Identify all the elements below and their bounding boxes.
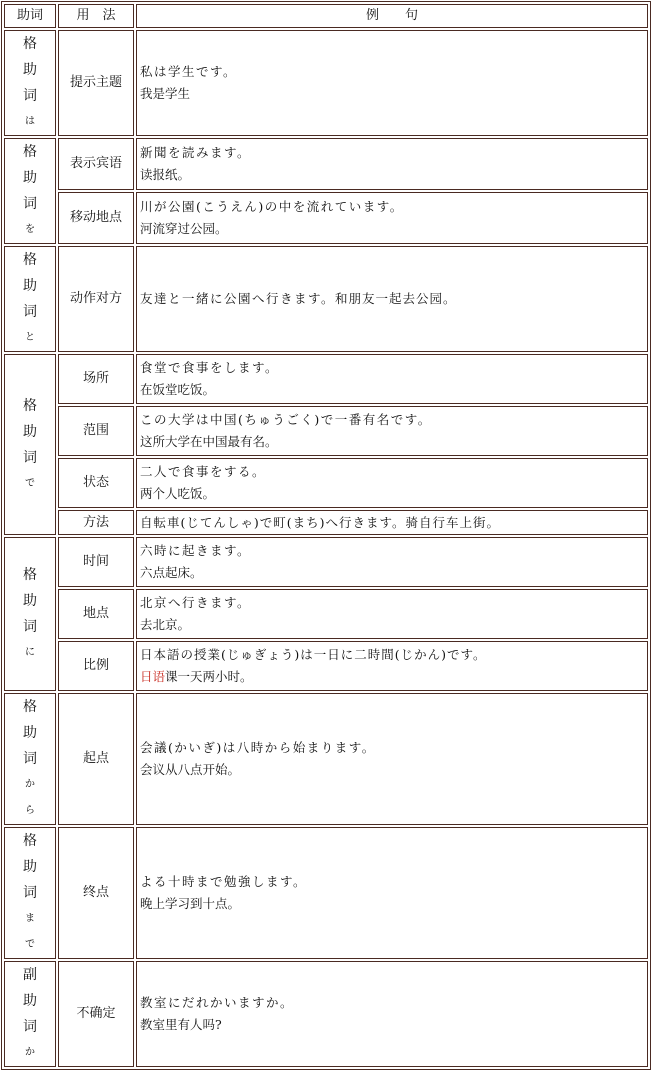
table-row (4, 246, 648, 352)
example-chinese: 河流穿过公园。 (140, 221, 228, 236)
table-row (4, 589, 648, 639)
table-row (4, 693, 648, 825)
example-cell (136, 246, 648, 352)
particle-label-to: 格 助 词 と (4, 246, 56, 352)
particle-label-ka: 副 助 词 か (4, 961, 56, 1067)
example-japanese: 川が公園(こうえん)の中を流れています。 (140, 199, 404, 214)
example-japanese: よる十時まで勉強します。 (140, 874, 308, 889)
table-row (4, 192, 648, 244)
usage-cell: 提示主题 (58, 30, 134, 136)
particle-label-de: 格 助 词 で (4, 354, 56, 535)
particle-label-ni: 格 助 词 に (4, 537, 56, 691)
usage-cell: 终点 (58, 827, 134, 959)
example-chinese: 读报纸。 (140, 167, 191, 182)
table-row (4, 510, 648, 535)
example-chinese: 日语课一天两小时。 (140, 669, 253, 684)
table-row (4, 537, 648, 587)
example-japanese: 会議(かいぎ)は八時から始まります。 (140, 740, 376, 755)
example-chinese: 我是学生 (140, 86, 191, 101)
example-cell (136, 138, 648, 190)
usage-cell: 时间 (58, 537, 134, 587)
example-chinese: 在饭堂吃饭。 (140, 382, 216, 397)
usage-cell: 表示宾语 (58, 138, 134, 190)
particle-label-wa: 格 助 词 は (4, 30, 56, 136)
header-row (4, 4, 648, 28)
example-chinese: 会议从八点开始。 (140, 762, 241, 777)
usage-cell: 移动地点 (58, 192, 134, 244)
example-japanese: 新聞を読みます。 (140, 145, 252, 160)
example-chinese: 和朋友一起去公园。 (335, 291, 457, 306)
example-chinese: 晚上学习到十点。 (140, 896, 241, 911)
usage-cell: 起点 (58, 693, 134, 825)
example-cell (136, 510, 648, 535)
usage-cell: 地点 (58, 589, 134, 639)
table-row (4, 458, 648, 508)
particle-table (1, 1, 651, 1070)
example-chinese: 骑自行车上街。 (405, 514, 501, 530)
particle-label-wo: 格 助 词 を (4, 138, 56, 244)
table-row (4, 961, 648, 1067)
table-row (4, 406, 648, 456)
usage-cell: 范围 (58, 406, 134, 456)
table-row (4, 827, 648, 959)
highlight-red-text: 日语 (140, 669, 166, 684)
example-japanese: 六時に起きます。 (140, 543, 252, 558)
example-cell (136, 961, 648, 1067)
example-cell (136, 406, 648, 456)
table-row (4, 138, 648, 190)
example-chinese: 教室里有人吗? (140, 1017, 222, 1032)
usage-cell: 比例 (58, 641, 134, 691)
usage-cell: 不确定 (58, 961, 134, 1067)
example-cell (136, 641, 648, 691)
example-japanese: 自転車(じてんしゃ)で町(まち)へ行きます。骑自行车上街。 (140, 514, 501, 530)
table-row (4, 354, 648, 404)
usage-cell: 动作对方 (58, 246, 134, 352)
example-cell (136, 589, 648, 639)
example-cell (136, 458, 648, 508)
usage-cell: 场所 (58, 354, 134, 404)
example-chinese: 六点起床。 (140, 565, 203, 580)
example-chinese: 这所大学在中国最有名。 (140, 434, 278, 449)
example-cell (136, 693, 648, 825)
example-japanese: 友達と一緒に公園へ行きます。和朋友一起去公园。 (140, 291, 457, 306)
example-cell (136, 537, 648, 587)
example-chinese: 两个人吃饭。 (140, 486, 216, 501)
usage-cell: 方法 (58, 510, 134, 535)
example-japanese: この大学は中国(ちゅうごく)で一番有名です。 (140, 412, 432, 427)
table-row (4, 641, 648, 691)
example-cell (136, 827, 648, 959)
example-chinese: 去北京。 (140, 617, 191, 632)
example-cell (136, 354, 648, 404)
example-japanese: 教室にだれかいますか。 (140, 995, 295, 1010)
example-cell (136, 30, 648, 136)
example-japanese: 北京へ行きます。 (140, 595, 252, 610)
example-japanese: 二人で食事をする。 (140, 464, 267, 479)
usage-cell: 状态 (58, 458, 134, 508)
table-row (4, 30, 648, 136)
example-cell (136, 192, 648, 244)
particle-label-made: 格 助 词 ま で (4, 827, 56, 959)
header-example: 例 句 (136, 4, 648, 28)
header-particle: 助词 (4, 4, 56, 28)
example-japanese: 食堂で食事をします。 (140, 360, 280, 375)
example-japanese: 私は学生です。 (140, 64, 238, 79)
example-japanese: 日本語の授業(じゅぎょう)は一日に二時間(じかん)です。 (140, 647, 487, 662)
particle-label-kara: 格 助 词 か ら (4, 693, 56, 825)
header-usage: 用 法 (58, 4, 134, 28)
